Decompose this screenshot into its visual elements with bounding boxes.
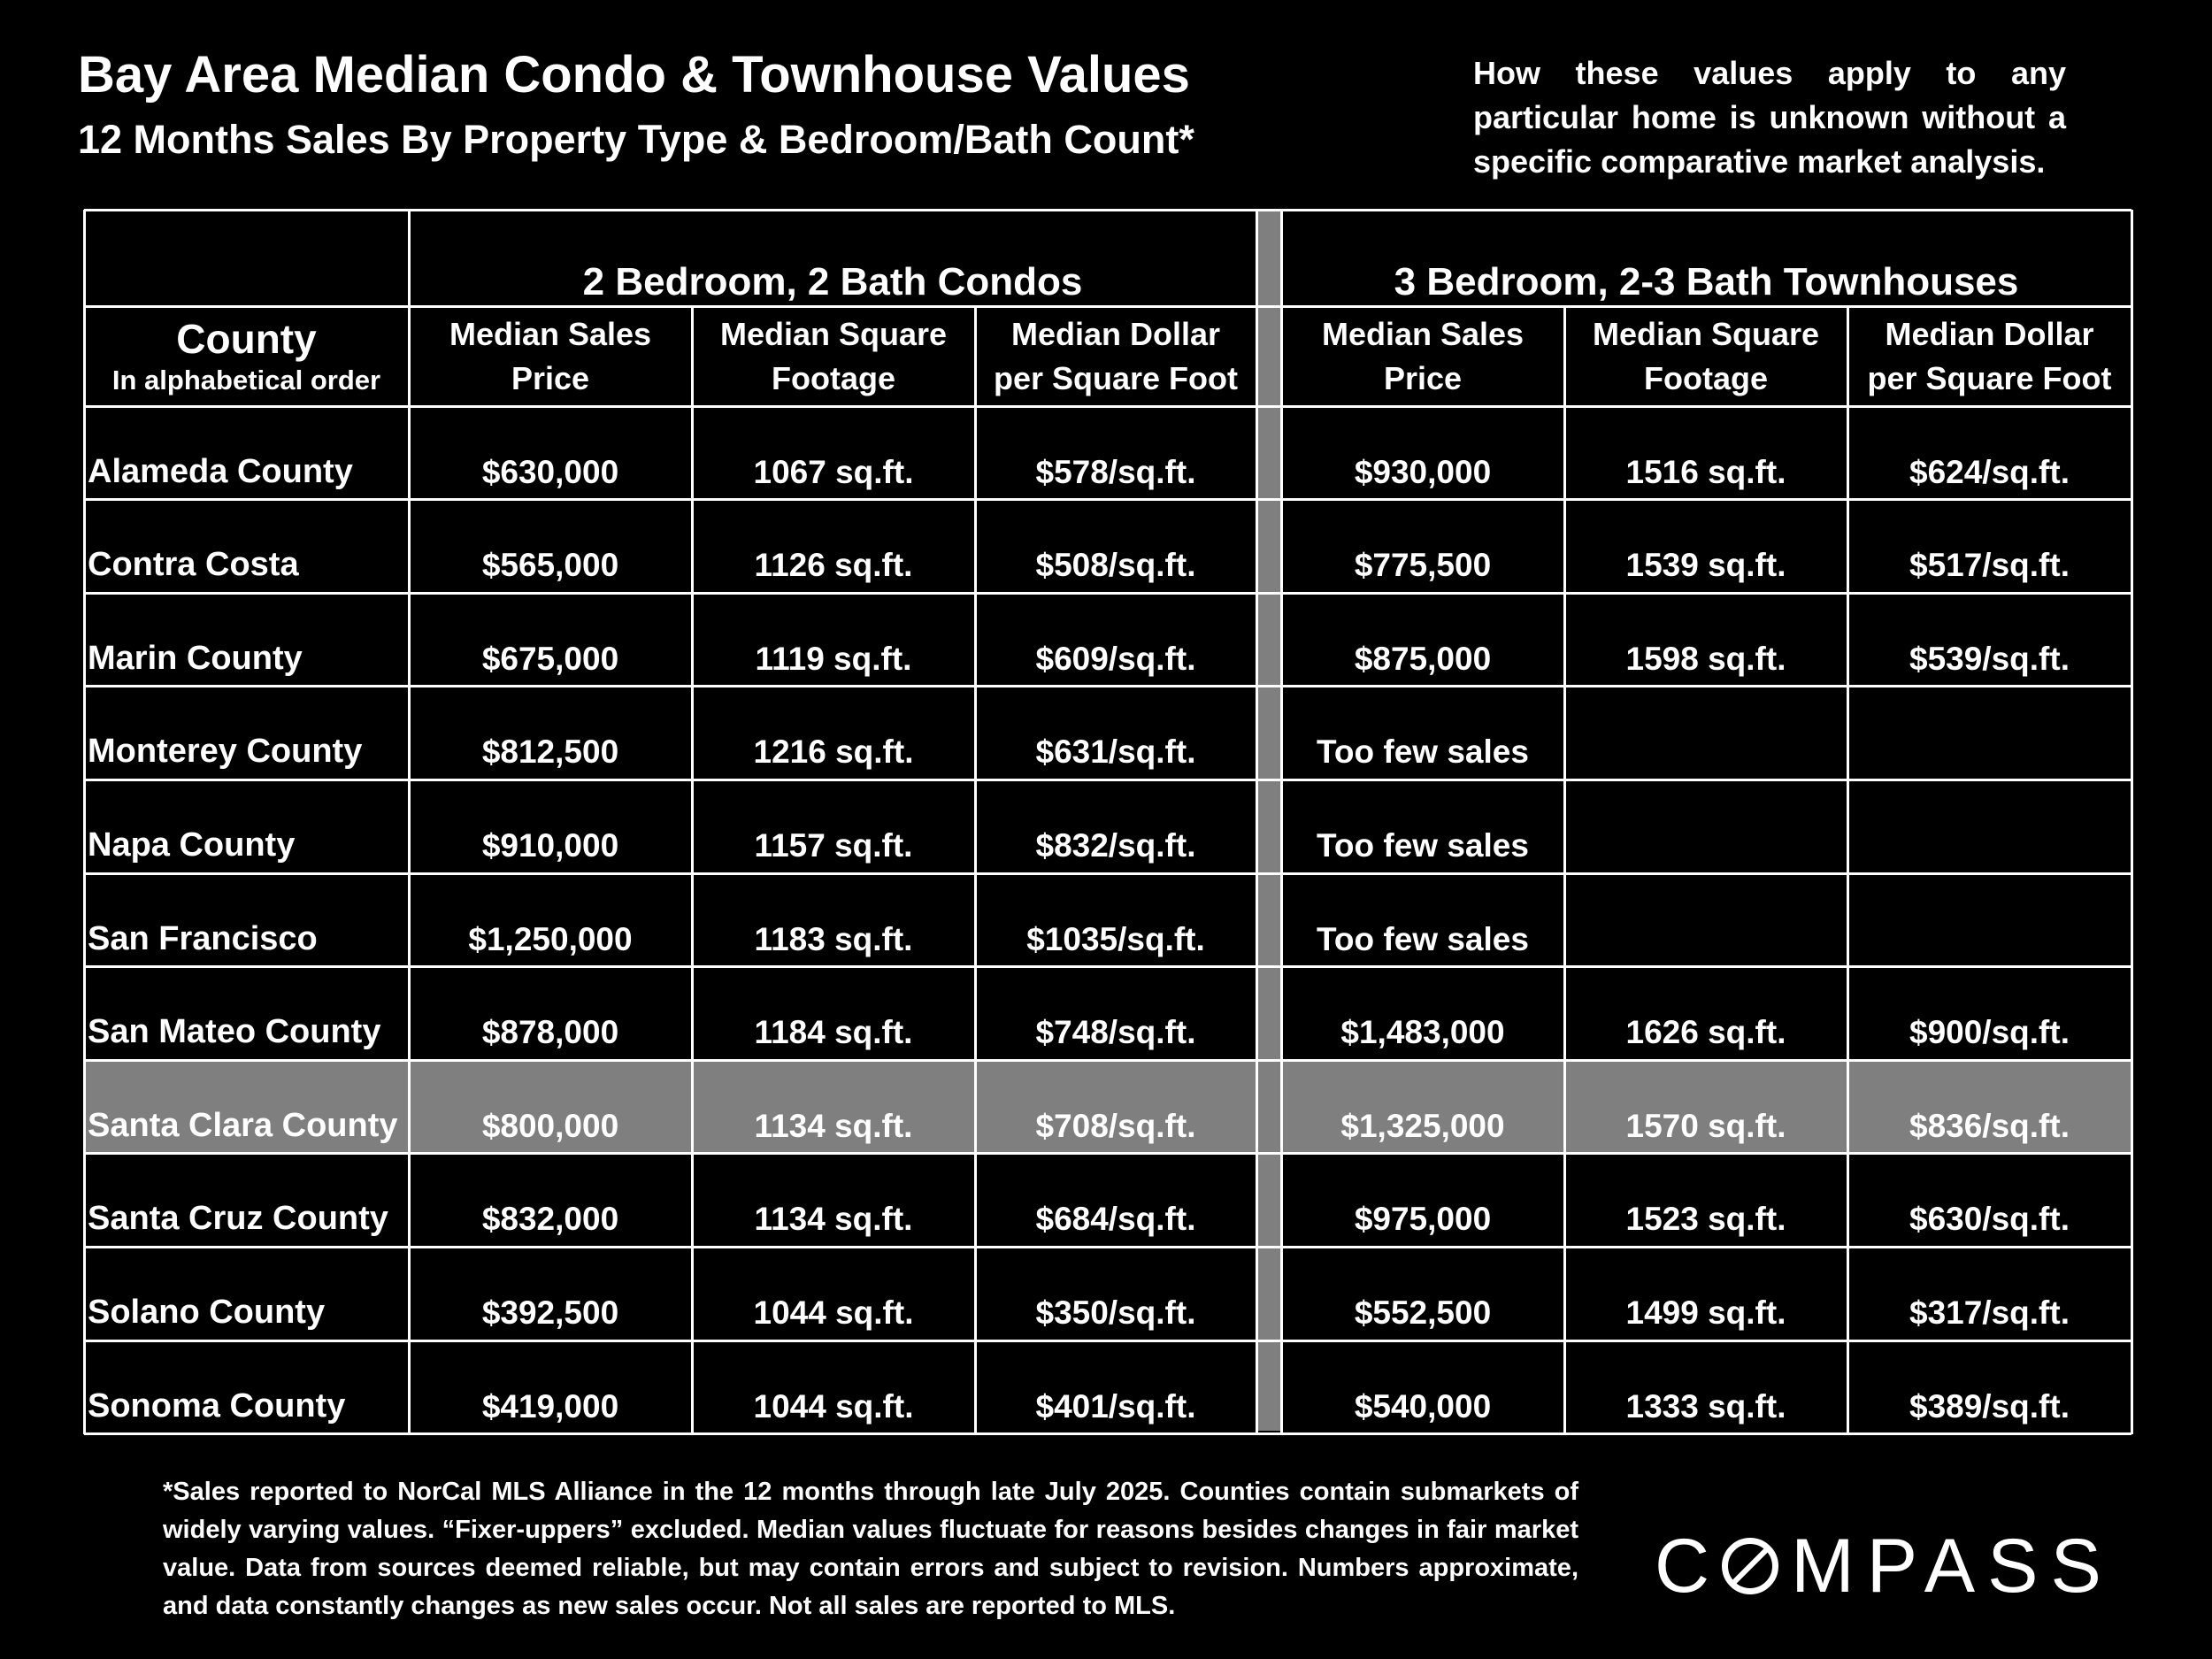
table-cell: $1035/sq.ft. [1026, 920, 1205, 957]
county-name: Alameda County [88, 452, 353, 490]
table-cell: $350/sq.ft. [1035, 1294, 1196, 1331]
column-header-line: Median Sales [449, 315, 652, 352]
table-cell: $631/sq.ft. [1035, 733, 1196, 771]
table-cell: $900/sq.ft. [1909, 1014, 2070, 1051]
table-cell: $392,500 [481, 1294, 619, 1331]
column-header-line: Median Dollar [1010, 315, 1221, 352]
table-cell [1564, 873, 1847, 967]
county-name: San Francisco [88, 919, 318, 957]
county-column-header [84, 306, 409, 406]
table-cell: 1119 sq.ft. [755, 640, 912, 677]
column-header-line: Price [511, 359, 590, 396]
group-header-condos: 2 Bedroom, 2 Bath Condos [582, 260, 1083, 303]
table-cell: $565,000 [481, 547, 619, 584]
table-cell: $389/sq.ft. [1909, 1387, 2070, 1425]
table-cell: 1183 sq.ft. [754, 920, 913, 957]
column-header-line: per Square Foot [1867, 359, 2112, 396]
column-header [1847, 306, 2131, 406]
table-cell: 1157 sq.ft. [754, 826, 913, 864]
column-header-line: Footage [1644, 359, 1768, 396]
table-cell: 1516 sq.ft. [1625, 453, 1786, 490]
table-cell: $675,000 [481, 640, 619, 677]
table-cell: 1184 sq.ft. [754, 1014, 913, 1051]
table-cell: 1134 sq.ft. [754, 1107, 913, 1144]
column-header-line: Price [1383, 359, 1463, 396]
table-cell: 1044 sq.ft. [753, 1294, 914, 1331]
county-name: Santa Clara County [88, 1106, 398, 1144]
values-table [84, 210, 2131, 1431]
table-cell: $419,000 [481, 1387, 619, 1425]
county-name: Marin County [88, 639, 303, 677]
table-cell: 1067 sq.ft. [753, 453, 914, 490]
table-cell: $812,500 [481, 733, 619, 771]
table-cell: $1,250,000 [468, 920, 633, 957]
county-name: Santa Cruz County [88, 1200, 388, 1238]
table-cell: 1570 sq.ft. [1625, 1107, 1786, 1144]
table-cell: $401/sq.ft. [1035, 1387, 1196, 1425]
column-header-line: Median Square [719, 315, 948, 352]
table-cell: $624/sq.ft. [1909, 453, 2070, 490]
compass-ring-icon [1722, 1538, 1778, 1594]
column-header [1564, 306, 1847, 406]
table-cell: $975,000 [1354, 1201, 1492, 1238]
county-name: Sonoma County [88, 1386, 346, 1425]
table-cell [1564, 687, 1847, 780]
column-header-line: Median Sales [1321, 315, 1525, 352]
table-cell: $930,000 [1354, 453, 1492, 490]
footnote: *Sales reported to NorCal MLS Alliance in the 12 months through late July 2025. Counties contain submarkets of widely varying values. “Fixer-uppers” excluded. Median values fluctuate for reasons besides changes in fair market value. Data from sources deemed reliable, but may contain errors and subject to revision. Numbers approximate, and data constantly changes as new sales occur. Not all sales are reported to MLS. [163, 1478, 1578, 1620]
table-cell: $832,000 [481, 1201, 619, 1238]
column-header [975, 306, 1256, 406]
table-cell: $684/sq.ft. [1035, 1201, 1196, 1238]
column-header [1281, 306, 1564, 406]
table-cell: $578/sq.ft. [1035, 453, 1196, 490]
table-cell: 1126 sq.ft. [754, 547, 913, 584]
column-header [409, 306, 692, 406]
table-cell: $708/sq.ft. [1035, 1107, 1196, 1144]
county-name: Napa County [88, 826, 296, 864]
table-cell: $539/sq.ft. [1909, 640, 2070, 677]
table-cell: $875,000 [1354, 640, 1492, 677]
page-subtitle: 12 Months Sales By Property Type & Bedroom/Bath Count* [78, 117, 1194, 162]
table-cell: 1499 sq.ft. [1625, 1294, 1786, 1331]
page-title: Bay Area Median Condo & Townhouse Values [78, 46, 1190, 104]
table-cell: 1044 sq.ft. [753, 1387, 914, 1425]
table-cell: $609/sq.ft. [1035, 640, 1196, 677]
column-header-line: Footage [772, 359, 895, 396]
column-header-line: Median Square [1592, 315, 1820, 352]
county-name: Monterey County [88, 733, 363, 771]
table-cell: 1333 sq.ft. [1625, 1387, 1786, 1425]
column-header-line: per Square Foot [993, 359, 1239, 396]
table-cell: 1134 sq.ft. [754, 1201, 913, 1238]
table-cell: $748/sq.ft. [1035, 1014, 1196, 1051]
table-cell: Too few sales [1317, 920, 1529, 957]
group-header-townhouses: 3 Bedroom, 2-3 Bath Townhouses [1394, 260, 2019, 303]
county-header-label: County [176, 315, 317, 362]
county-name: San Mateo County [88, 1013, 381, 1051]
table-cell: $832/sq.ft. [1035, 826, 1196, 864]
table-cell: $1,325,000 [1340, 1107, 1505, 1144]
table-cell: $878,000 [481, 1014, 619, 1051]
table-cell: $630,000 [481, 453, 619, 490]
table-cell: $540,000 [1354, 1387, 1492, 1425]
table-cell: $630/sq.ft. [1909, 1201, 2070, 1238]
compass-logo [1655, 1523, 2114, 1609]
table-cell: Too few sales [1317, 733, 1529, 771]
county-name: Solano County [88, 1293, 326, 1331]
disclaimer-note: How these values apply to any particular home is unknown without a specific comparative market analysis. [1473, 55, 2066, 180]
table-cell: $800,000 [481, 1107, 619, 1144]
table-cell: $836/sq.ft. [1909, 1107, 2070, 1144]
table-cell: 1626 sq.ft. [1625, 1014, 1786, 1051]
table-cell: 1216 sq.ft. [753, 733, 914, 771]
table-cell [1847, 873, 2131, 967]
county-name: Contra Costa [88, 546, 299, 584]
table-cell: $1,483,000 [1340, 1014, 1505, 1051]
column-header [692, 306, 975, 406]
column-header-line: Median Dollar [1885, 315, 2094, 352]
table-cell [1847, 780, 2131, 873]
logo-text-right: MPASS [1791, 1523, 2114, 1609]
table-cell: 1523 sq.ft. [1625, 1201, 1786, 1238]
table-cell: 1598 sq.ft. [1625, 640, 1786, 677]
table-cell: $508/sq.ft. [1035, 547, 1196, 584]
county-header-sublabel: In alphabetical order [111, 364, 381, 396]
table-cell: 1539 sq.ft. [1625, 547, 1786, 584]
table-cell: $552,500 [1354, 1294, 1492, 1331]
table-cell: $775,500 [1354, 547, 1492, 584]
logo-text-left: C [1655, 1523, 1723, 1609]
table-cell: $910,000 [481, 826, 619, 864]
table-cell: $317/sq.ft. [1909, 1294, 2070, 1331]
table-cell [1564, 780, 1847, 873]
table-cell: Too few sales [1317, 826, 1529, 864]
table-cell: $517/sq.ft. [1909, 547, 2070, 584]
table-cell [1847, 687, 2131, 780]
